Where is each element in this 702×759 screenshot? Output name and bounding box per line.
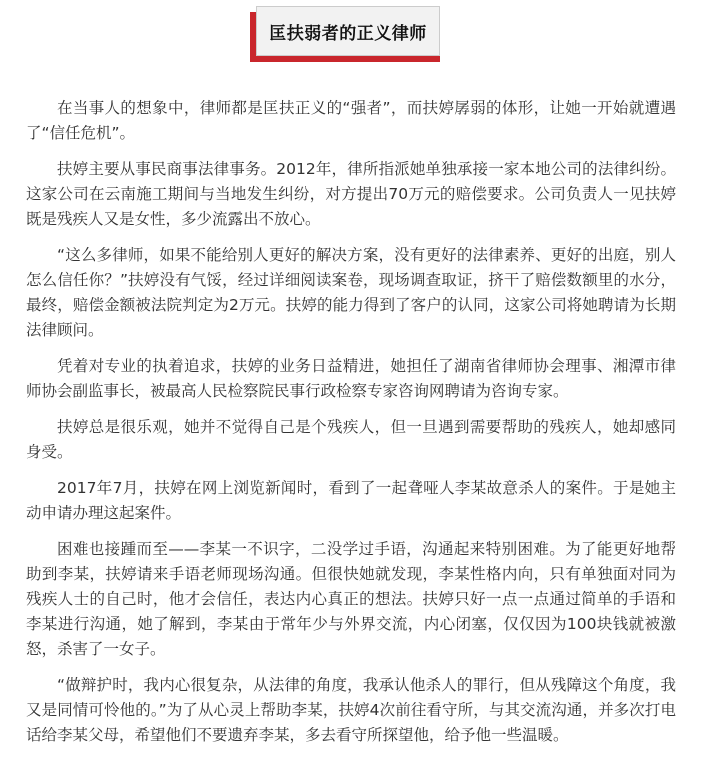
article-paragraph: 在当事人的想象中，律师都是匡扶正义的“强者”，而扶婷孱弱的体形，让她一开始就遭遇了“信任危机”。 [26,99,676,142]
article-paragraph: 扶婷总是很乐观，她并不觉得自己是个残疾人，但一旦遇到需要帮助的残疾人，她却感同身受。 [26,418,676,461]
title-banner [250,6,440,62]
article-paragraph: 困难也接踵而至——李某一不识字，二没学过手语，沟通起来特别困难。为了能更好地帮助到李某，扶婷请来手语老师现场沟通。但很快她就发现，李某性格内向，只有单独面对同为残疾人士的自己时，他才会信任，表达内心真正的想法。扶婷只好一点一点通过简单的手语和李某进行沟通，她了解到，李某由于常年少与外界交流，内心闭塞，仅仅因为100块钱就被激怒，杀害了一女子。 [26,540,676,658]
article-paragraph: “这么多律师，如果不能给别人更好的解决方案，没有更好的法律素养、更好的出庭，别人怎么信任你？”扶婷没有气馁，经过详细阅读案卷，现场调查取证，挤干了赔偿数额里的水分，最终，赔偿金额被法院判定为2万元。扶婷的能力得到了客户的认同，这家公司将她聘请为长期法律顾问。 [26,246,676,339]
article-paragraph: 凭着对专业的执着追求，扶婷的业务日益精进，她担任了湖南省律师协会理事、湘潭市律师协会副监事长，被最高人民检察院民事行政检察专家咨询网聘请为咨询专家。 [26,357,676,400]
article-body [26,96,676,759]
article-paragraph: “做辩护时，我内心很复杂，从法律的角度，我承认他杀人的罪行，但从残障这个角度，我又是同情可怜他的。”为了从心灵上帮助李某，扶婷4次前往看守所，与其交流沟通，并多次打电话给李某父母，希望他们不要遗弃李某，多去看守所探望他，给予他一些温暖。 [26,676,676,744]
page-title: 匡扶弱者的正义律师 [256,6,440,56]
article-paragraph: 扶婷主要从事民商事法律事务。2012年，律所指派她单独承接一家本地公司的法律纠纷。这家公司在云南施工期间与当地发生纠纷，对方提出70万元的赔偿要求。公司负责人一见扶婷既是残疾人又是女性，多少流露出不放心。 [26,160,676,228]
article-paragraph: 2017年7月，扶婷在网上浏览新闻时，看到了一起聋哑人李某故意杀人的案件。于是她主动申请办理这起案件。 [26,479,676,522]
